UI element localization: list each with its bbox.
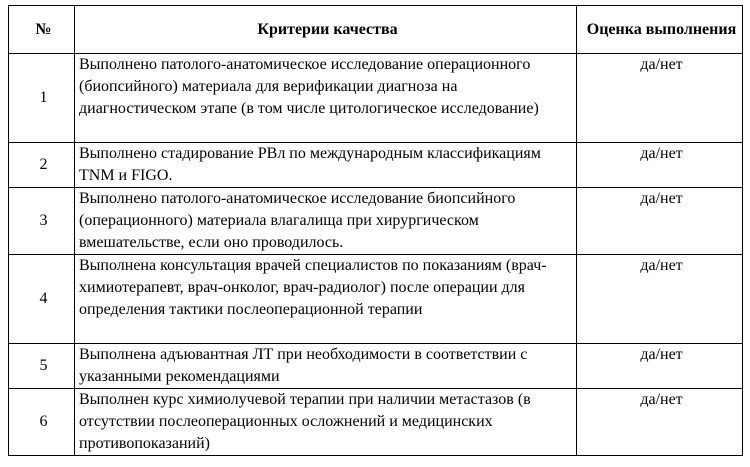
table-row bbox=[9, 188, 743, 255]
row-evaluation: да/нет bbox=[577, 344, 743, 389]
row-number: 1 bbox=[9, 54, 75, 143]
table-header-row bbox=[9, 6, 743, 54]
table-row bbox=[9, 255, 743, 344]
header-criteria: Критерии качества bbox=[75, 6, 577, 54]
row-criterion: Выполнено патолого-анатомическое исследование биопсийного (операционного) материала влагалища при хирургическом вмешательстве, если оно проводилось. bbox=[75, 188, 577, 255]
header-evaluation: Оценка выполнения bbox=[577, 6, 743, 54]
row-evaluation: да/нет bbox=[577, 188, 743, 255]
row-evaluation: да/нет bbox=[577, 54, 743, 143]
table-row bbox=[9, 54, 743, 143]
row-criterion: Выполнена адъювантная ЛТ при необходимости в соответствии с указанными рекомендациями bbox=[75, 344, 577, 389]
table-row bbox=[9, 344, 743, 389]
row-criterion: Выполнено стадирование РВл по международным классификациям TNM и FIGO. bbox=[75, 143, 577, 188]
quality-criteria-table bbox=[8, 5, 743, 456]
row-number: 5 bbox=[9, 344, 75, 389]
header-number: № bbox=[9, 6, 75, 54]
row-evaluation: да/нет bbox=[577, 143, 743, 188]
row-evaluation: да/нет bbox=[577, 255, 743, 344]
row-criterion: Выполнено патолого-анатомическое исследование операционного (биопсийного) материала для верификации диагноза на диагностическом этапе (в том числе цитологическое исследование) bbox=[75, 54, 577, 143]
table-row bbox=[9, 389, 743, 456]
row-number: 4 bbox=[9, 255, 75, 344]
row-criterion: Выполнен курс химиолучевой терапии при наличии метастазов (в отсутствии послеоперационных осложнений и медицинских противопоказаний) bbox=[75, 389, 577, 456]
table-row bbox=[9, 143, 743, 188]
row-number: 2 bbox=[9, 143, 75, 188]
row-criterion: Выполнена консультация врачей специалистов по показаниям (врач-химиотерапевт, врач-онколог, врач-радиолог) после операции для определения тактики послеоперационной терапии bbox=[75, 255, 577, 344]
row-number: 6 bbox=[9, 389, 75, 456]
row-evaluation: да/нет bbox=[577, 389, 743, 456]
row-number: 3 bbox=[9, 188, 75, 255]
